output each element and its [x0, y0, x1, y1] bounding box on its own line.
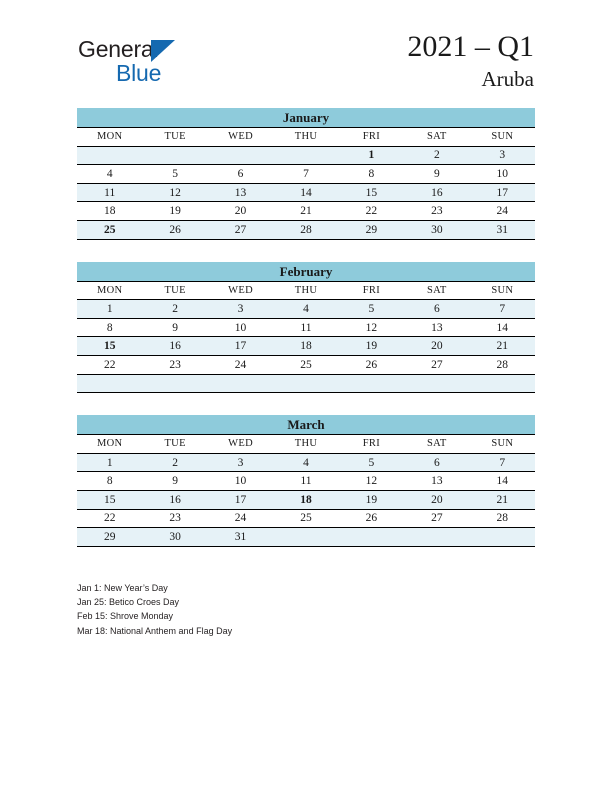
week-row: [77, 146, 535, 165]
day-cell[interactable]: 28: [470, 355, 535, 374]
day-cell[interactable]: 26: [339, 509, 404, 528]
day-cell[interactable]: 21: [470, 490, 535, 509]
day-cell[interactable]: 29: [77, 528, 142, 547]
day-cell[interactable]: 5: [142, 165, 207, 184]
weekday-header: THU: [273, 282, 338, 300]
day-cell[interactable]: 23: [142, 509, 207, 528]
day-cell[interactable]: 11: [273, 472, 338, 491]
month-block: [77, 262, 535, 394]
page-header: [0, 28, 612, 98]
day-cell[interactable]: 30: [142, 528, 207, 547]
day-cell[interactable]: 10: [208, 472, 273, 491]
day-cell[interactable]: 29: [339, 220, 404, 239]
logo-word-blue: Blue: [116, 60, 162, 86]
weekday-header-row: [77, 282, 535, 300]
day-cell[interactable]: 13: [404, 318, 469, 337]
day-cell[interactable]: 14: [470, 472, 535, 491]
day-cell[interactable]: 28: [470, 509, 535, 528]
week-row: [77, 202, 535, 221]
day-cell[interactable]: 2: [142, 300, 207, 319]
month-title: January: [77, 108, 535, 128]
day-cell[interactable]: 5: [339, 453, 404, 472]
day-cell[interactable]: 11: [273, 318, 338, 337]
logo-word-general: General: [78, 36, 159, 62]
day-cell[interactable]: 2: [404, 146, 469, 165]
day-cell[interactable]: 23: [404, 202, 469, 221]
weekday-header: WED: [208, 282, 273, 300]
day-cell[interactable]: 17: [208, 490, 273, 509]
day-cell[interactable]: 22: [77, 509, 142, 528]
week-row: [77, 183, 535, 202]
weekday-header: MON: [77, 128, 142, 146]
weekday-header: FRI: [339, 435, 404, 453]
weekday-header: TUE: [142, 128, 207, 146]
week-row: [77, 355, 535, 374]
day-cell[interactable]: 24: [208, 355, 273, 374]
day-cell[interactable]: 8: [339, 165, 404, 184]
day-cell[interactable]: 31: [470, 220, 535, 239]
week-row: [77, 165, 535, 184]
day-cell[interactable]: 21: [273, 202, 338, 221]
day-cell-empty: [208, 374, 273, 393]
day-cell[interactable]: 19: [339, 337, 404, 356]
day-cell[interactable]: 20: [208, 202, 273, 221]
day-cell[interactable]: 19: [339, 490, 404, 509]
day-cell-holiday[interactable]: 15: [77, 337, 142, 356]
holiday-legend: [77, 581, 497, 638]
day-cell[interactable]: 18: [77, 202, 142, 221]
holiday-legend-item: Mar 18: National Anthem and Flag Day: [77, 625, 233, 636]
weekday-header: THU: [273, 128, 338, 146]
day-cell-holiday[interactable]: 1: [339, 146, 404, 165]
day-cell-empty: [77, 146, 142, 165]
day-cell-empty: [273, 528, 338, 547]
day-cell-holiday[interactable]: 25: [77, 220, 142, 239]
weekday-header: SUN: [470, 435, 535, 453]
day-cell[interactable]: 12: [339, 318, 404, 337]
weekday-header-row: [77, 435, 535, 453]
day-cell[interactable]: 22: [339, 202, 404, 221]
weekday-header: TUE: [142, 282, 207, 300]
day-cell[interactable]: 31: [208, 528, 273, 547]
week-row: [77, 374, 535, 393]
weekday-header: MON: [77, 435, 142, 453]
day-cell[interactable]: 20: [404, 337, 469, 356]
week-row: [77, 509, 535, 528]
week-row: [77, 528, 535, 547]
day-cell[interactable]: 3: [470, 146, 535, 165]
day-cell[interactable]: 26: [339, 355, 404, 374]
weekday-header: WED: [208, 128, 273, 146]
day-cell-empty: [339, 528, 404, 547]
weekday-header: FRI: [339, 128, 404, 146]
weekday-header: FRI: [339, 282, 404, 300]
day-cell[interactable]: 27: [208, 220, 273, 239]
day-cell[interactable]: 9: [142, 318, 207, 337]
day-cell[interactable]: 9: [404, 165, 469, 184]
day-cell[interactable]: 16: [142, 337, 207, 356]
weekday-header-row: [77, 128, 535, 146]
day-cell[interactable]: 25: [273, 355, 338, 374]
day-cell[interactable]: 9: [142, 472, 207, 491]
weekday-header: SUN: [470, 128, 535, 146]
blue-triangle-icon: [151, 40, 175, 62]
day-cell[interactable]: 3: [208, 300, 273, 319]
day-cell[interactable]: 10: [208, 318, 273, 337]
day-cell[interactable]: 24: [470, 202, 535, 221]
page-subtitle: Aruba: [481, 67, 534, 91]
day-cell-empty: [470, 374, 535, 393]
day-cell[interactable]: 12: [142, 183, 207, 202]
day-cell[interactable]: 15: [77, 490, 142, 509]
day-cell[interactable]: 8: [77, 472, 142, 491]
day-cell-empty: [273, 374, 338, 393]
day-cell[interactable]: 1: [77, 300, 142, 319]
weekday-header: SUN: [470, 282, 535, 300]
day-cell[interactable]: 14: [470, 318, 535, 337]
day-cell[interactable]: 6: [208, 165, 273, 184]
holiday-legend-item: Jan 1: New Year’s Day: [77, 583, 168, 593]
day-cell[interactable]: 20: [404, 490, 469, 509]
title-block: [407, 30, 534, 92]
day-cell[interactable]: 17: [470, 183, 535, 202]
day-cell[interactable]: 18: [273, 337, 338, 356]
week-row: [77, 337, 535, 356]
weekday-header: MON: [77, 282, 142, 300]
day-cell[interactable]: 19: [142, 202, 207, 221]
day-cell[interactable]: 27: [404, 355, 469, 374]
month-grid: [77, 435, 535, 547]
week-row: [77, 220, 535, 239]
day-cell[interactable]: 4: [273, 453, 338, 472]
weekday-header: SAT: [404, 435, 469, 453]
weekday-header: WED: [208, 435, 273, 453]
day-cell[interactable]: 13: [404, 472, 469, 491]
day-cell[interactable]: 12: [339, 472, 404, 491]
month-block: [77, 108, 535, 240]
month-tables: [77, 108, 535, 569]
day-cell[interactable]: 24: [208, 509, 273, 528]
day-cell-empty: [470, 528, 535, 547]
weekday-header: SAT: [404, 128, 469, 146]
day-cell[interactable]: 11: [77, 183, 142, 202]
day-cell[interactable]: 16: [404, 183, 469, 202]
day-cell[interactable]: 1: [77, 453, 142, 472]
day-cell[interactable]: 7: [273, 165, 338, 184]
day-cell[interactable]: 2: [142, 453, 207, 472]
day-cell[interactable]: 14: [273, 183, 338, 202]
day-cell[interactable]: 15: [339, 183, 404, 202]
day-cell[interactable]: 3: [208, 453, 273, 472]
month-title: February: [77, 262, 535, 282]
day-cell[interactable]: 10: [470, 165, 535, 184]
day-cell[interactable]: 30: [404, 220, 469, 239]
month-grid: [77, 282, 535, 394]
day-cell[interactable]: 22: [77, 355, 142, 374]
general-blue-logo: [78, 36, 278, 96]
day-cell[interactable]: 8: [77, 318, 142, 337]
page-title: 2021 – Q1: [407, 30, 534, 63]
day-cell[interactable]: 27: [404, 509, 469, 528]
day-cell[interactable]: 6: [404, 453, 469, 472]
day-cell-empty: [77, 374, 142, 393]
day-cell-empty: [339, 374, 404, 393]
day-cell-empty: [142, 146, 207, 165]
day-cell[interactable]: 23: [142, 355, 207, 374]
week-row: [77, 453, 535, 472]
holiday-legend-item: Feb 15: Shrove Monday: [77, 611, 174, 622]
week-row: [77, 490, 535, 509]
day-cell-empty: [208, 146, 273, 165]
day-cell[interactable]: 25: [273, 509, 338, 528]
day-cell[interactable]: 6: [404, 300, 469, 319]
day-cell[interactable]: 4: [273, 300, 338, 319]
weekday-header: TUE: [142, 435, 207, 453]
day-cell[interactable]: 4: [77, 165, 142, 184]
week-row: [77, 318, 535, 337]
weekday-header: THU: [273, 435, 338, 453]
day-cell[interactable]: 21: [470, 337, 535, 356]
month-title: March: [77, 415, 535, 435]
day-cell-empty: [273, 146, 338, 165]
week-row: [77, 300, 535, 319]
day-cell[interactable]: 13: [208, 183, 273, 202]
day-cell[interactable]: 7: [470, 300, 535, 319]
day-cell-empty: [142, 374, 207, 393]
day-cell[interactable]: 26: [142, 220, 207, 239]
day-cell[interactable]: 5: [339, 300, 404, 319]
weekday-header: SAT: [404, 282, 469, 300]
day-cell[interactable]: 28: [273, 220, 338, 239]
day-cell[interactable]: 7: [470, 453, 535, 472]
day-cell[interactable]: 17: [208, 337, 273, 356]
day-cell-empty: [404, 528, 469, 547]
month-grid: [77, 128, 535, 240]
week-row: [77, 472, 535, 491]
month-block: [77, 415, 535, 547]
holiday-legend-item: Jan 25: Betico Croes Day: [77, 597, 180, 608]
day-cell-holiday[interactable]: 18: [273, 490, 338, 509]
day-cell[interactable]: 16: [142, 490, 207, 509]
day-cell-empty: [404, 374, 469, 393]
